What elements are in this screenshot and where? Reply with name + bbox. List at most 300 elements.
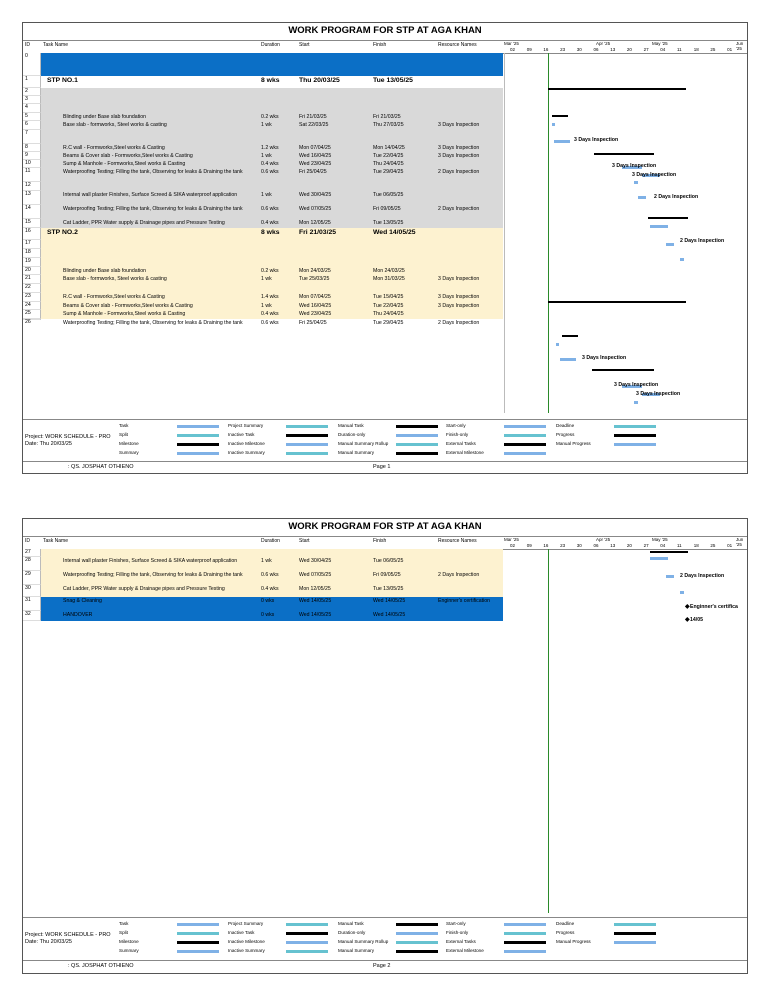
summary-bar (552, 115, 568, 117)
legend (23, 917, 747, 960)
timescale-day: 16 (543, 47, 549, 52)
page-title: WORK PROGRAM FOR STP AT AGA KHAN (288, 521, 482, 532)
legend-item: Milestone (119, 939, 139, 944)
legend-item: Manual Summary Rollup (338, 441, 389, 446)
row-task-name: Beams & Cover slab - Formworks,Steel works & Casting (63, 303, 193, 309)
row-duration: 1 wk (261, 192, 272, 198)
table-row[interactable] (23, 121, 503, 130)
row-task-name: Internal wall plaster Finishes, Surface Screed & SIKA waterproof application (63, 192, 238, 198)
timescale-month: Jun '25 (736, 537, 744, 547)
row-finish: Fri 09/05/25 (373, 206, 401, 212)
legend-swatch (396, 932, 438, 935)
row-task-name: Snag & Cleaning (63, 598, 102, 604)
legend-swatch (396, 452, 438, 455)
legend-item: Progress (556, 432, 575, 437)
row-id: 11 (23, 168, 41, 182)
row-finish: Mon 14/04/25 (373, 145, 405, 151)
row-id: 31 (23, 597, 41, 611)
row-task-name: Waterproofing Testing; Filling the tank, Observing for leaks & Draining the tank (63, 572, 243, 578)
row-background (41, 96, 503, 104)
task-bar (638, 196, 646, 199)
table-row[interactable] (23, 191, 503, 205)
legend-swatch (286, 443, 328, 446)
col-start: Start (299, 42, 310, 48)
row-duration: 1 wk (261, 276, 272, 282)
col-id: ID (25, 42, 30, 48)
legend-item: Inactive Milestone (228, 939, 265, 944)
row-id: 30 (23, 585, 41, 597)
gantt-chart (504, 53, 747, 413)
row-duration: 0 wks (261, 598, 275, 604)
legend-item: Manual Progress (556, 441, 591, 446)
row-duration: 1 wk (261, 303, 272, 309)
row-id: 20 (23, 267, 41, 275)
gantt-label: 2 Days Inspection (680, 238, 725, 244)
row-start: Wed 30/04/25 (299, 192, 332, 198)
legend-swatch (396, 443, 438, 446)
timescale-day: 23 (560, 543, 566, 548)
table-row[interactable] (23, 302, 503, 310)
legend-swatch (286, 452, 328, 455)
row-finish: Fri 21/03/25 (373, 114, 401, 120)
table-row[interactable] (23, 571, 503, 585)
row-start: Sat 22/03/25 (299, 122, 329, 128)
summary-bar (562, 335, 578, 337)
legend-item: External Tasks (446, 939, 476, 944)
row-finish: Tue 22/04/25 (373, 303, 404, 309)
task-bar (560, 358, 576, 361)
row-task-name: Blinding under Base slab foundation (63, 268, 147, 274)
legend-swatch (614, 443, 656, 446)
row-start: Mon 12/05/25 (299, 220, 331, 226)
table-row[interactable] (23, 249, 503, 258)
row-finish: Tue 06/05/25 (373, 558, 404, 564)
legend-swatch (504, 932, 546, 935)
legend-swatch (177, 425, 219, 428)
timescale-day: 18 (693, 47, 699, 52)
row-start: Wed 30/04/25 (299, 558, 332, 564)
gantt-label: 14/05 (690, 617, 703, 623)
task-bar (634, 401, 638, 404)
legend-item: Manual Summary Rollup (338, 939, 389, 944)
timescale-month: May '25 (652, 41, 668, 46)
row-resource: 3 Days Inspection (438, 145, 480, 151)
col-duration: Duration (261, 538, 280, 544)
row-background (41, 130, 503, 144)
legend-item: Summary (119, 450, 139, 455)
table-row[interactable] (23, 267, 503, 275)
table-row[interactable] (23, 557, 503, 571)
gantt-chart (504, 549, 747, 913)
row-duration: 0.6 wks (261, 320, 279, 326)
row-id: 27 (23, 549, 41, 557)
column-header (23, 40, 747, 54)
legend-swatch (286, 941, 328, 944)
legend-item: Milestone (119, 441, 139, 446)
col-id: ID (25, 538, 30, 544)
row-id: 24 (23, 302, 41, 310)
row-task-name: Internal wall plaster Finishes, Surface Screed & SIKA waterproof application (63, 558, 238, 564)
legend-swatch (396, 950, 438, 953)
legend-swatch (504, 950, 546, 953)
timescale-day: 25 (710, 543, 716, 548)
legend-item: Manual Task (338, 423, 364, 428)
timescale-day: 30 (576, 47, 582, 52)
row-duration: 1 wk (261, 558, 272, 564)
legend-date: Date: Thu 20/03/25 (25, 939, 72, 945)
row-duration: 0.2 wks (261, 114, 279, 120)
row-duration: 0.6 wks (261, 206, 279, 212)
row-finish: Tue 29/04/25 (373, 169, 404, 175)
row-finish: Thu 24/04/25 (373, 311, 404, 317)
row-duration: 0.2 wks (261, 268, 279, 274)
row-id: 14 (23, 205, 41, 219)
timescale-day: 01 (727, 543, 733, 548)
gantt-label: 3 Days Inspection (636, 391, 681, 397)
task-bar (554, 140, 570, 143)
milestone-icon: ◆ (685, 604, 690, 610)
table-row[interactable] (23, 96, 503, 104)
row-task-name: Base slab - formworks, Steel works & casting (63, 122, 167, 128)
timescale-day: 02 (510, 47, 516, 52)
task-bar (650, 557, 668, 560)
timescale-month: Apr '25 (596, 537, 611, 542)
timescale-day: 09 (526, 543, 532, 548)
row-start: Wed 16/04/25 (299, 153, 332, 159)
legend-item: Summary (119, 948, 139, 953)
row-background (41, 240, 503, 249)
row-finish: Wed 14/05/25 (373, 229, 416, 236)
row-id: 15 (23, 219, 41, 228)
legend-item: Split (119, 930, 128, 935)
column-header (23, 536, 747, 550)
legend-project: Project: WORK SCHEDULE - PRO (25, 932, 111, 938)
col-duration: Duration (261, 42, 280, 48)
page-2 (22, 518, 748, 974)
legend-item: Task (119, 423, 129, 428)
row-duration: 1.4 wks (261, 294, 279, 300)
legend-item: Finish-only (446, 930, 469, 935)
row-id: 25 (23, 310, 41, 319)
table-row[interactable] (23, 585, 503, 597)
timescale-day: 11 (677, 47, 682, 52)
legend-item: Split (119, 432, 128, 437)
legend-swatch (177, 443, 219, 446)
table-row[interactable] (23, 258, 503, 267)
row-id: 22 (23, 284, 41, 293)
project-start-line (548, 549, 549, 913)
legend-item: Inactive Summary (228, 948, 265, 953)
row-task-name: Sump & Manhole - Formworks,Steel works & Casting (63, 161, 186, 167)
table-row[interactable] (23, 76, 503, 88)
row-id: 16 (23, 228, 41, 240)
table-row[interactable] (23, 275, 503, 284)
row-resource: 3 Days Inspection (438, 294, 480, 300)
row-duration: 8 wks (261, 229, 280, 236)
row-duration: 0.6 wks (261, 169, 279, 175)
timescale-day: 04 (660, 47, 666, 52)
row-id: 8 (23, 144, 41, 152)
row-task-name: Beams & Cover slab - Formworks,Steel works & Casting (63, 153, 193, 159)
summary-bar (592, 369, 654, 371)
row-finish: Tue 29/04/25 (373, 320, 404, 326)
row-finish: Wed 14/05/25 (373, 612, 406, 618)
row-start: Fri 25/04/25 (299, 169, 327, 175)
legend-swatch (286, 923, 328, 926)
legend-swatch (614, 434, 656, 437)
legend-swatch (614, 932, 656, 935)
legend-date: Date: Thu 20/03/25 (25, 441, 72, 447)
legend-swatch (504, 452, 546, 455)
timescale-day: 04 (660, 543, 666, 548)
row-task-name: Sump & Manhole - Formworks,Steel works & Casting (63, 311, 186, 317)
row-id: 2 (23, 88, 41, 96)
table-row[interactable] (23, 104, 503, 113)
legend-swatch (396, 923, 438, 926)
col-task: Task Name (43, 42, 69, 48)
row-task-name: STP NO.2 (47, 229, 78, 236)
legend-item: Manual Task (338, 921, 364, 926)
row-start: Wed 07/05/25 (299, 206, 332, 212)
table-row[interactable] (23, 88, 503, 96)
gantt-label: 2 Days Inspection (680, 573, 725, 579)
timescale-day: 09 (526, 47, 532, 52)
timescale-day: 16 (543, 543, 549, 548)
gantt-label: Enginner's certifica (690, 604, 738, 610)
row-finish: Tue 13/05/25 (373, 220, 404, 226)
legend-item: Deadline (556, 921, 575, 926)
footer-page: Page 2 (373, 963, 391, 969)
row-id: 4 (23, 104, 41, 113)
timescale (504, 537, 747, 549)
row-task-name: Cat Ladder, PPR Water supply & Drainage pipes and Pressure Testing (63, 220, 225, 226)
col-start: Start (299, 538, 310, 544)
table-row[interactable] (23, 549, 503, 557)
legend-swatch (177, 932, 219, 935)
table-row[interactable] (23, 160, 503, 168)
row-finish: Tue 15/04/25 (373, 294, 404, 300)
col-finish: Finish (373, 42, 387, 48)
row-duration: 0.4 wks (261, 220, 279, 226)
task-bar (552, 123, 555, 126)
legend-swatch (177, 452, 219, 455)
legend-swatch (396, 941, 438, 944)
row-id: 13 (23, 191, 41, 205)
table-row[interactable] (23, 168, 503, 182)
legend-item: Project Summary (228, 921, 264, 926)
legend-swatch (177, 923, 219, 926)
legend-swatch (177, 941, 219, 944)
row-finish: Mon 31/03/25 (373, 276, 405, 282)
legend-item: Manual Summary (338, 948, 374, 953)
row-task-name: Waterproofing Testing; Filling the tank, Observing for leaks & Draining the tank (63, 320, 243, 326)
legend-item: Task (119, 921, 129, 926)
table-row[interactable] (23, 130, 503, 144)
table-row[interactable] (23, 182, 503, 191)
row-start: Wed 14/05/25 (299, 612, 332, 618)
row-task-name: Waterproofing Testing; Filling the tank, Observing for leaks & Draining the tank (63, 169, 243, 175)
row-duration: 0.6 wks (261, 572, 279, 578)
legend-swatch (177, 950, 219, 953)
table-row[interactable] (23, 113, 503, 121)
row-start: Thu 20/03/25 (299, 77, 340, 84)
task-bar (634, 181, 638, 184)
row-resource: 2 Days Inspection (438, 169, 480, 175)
summary-bar (648, 217, 688, 219)
row-start: Wed 14/05/25 (299, 598, 332, 604)
row-finish: Tue 06/05/25 (373, 192, 404, 198)
row-finish: Tue 22/04/25 (373, 153, 404, 159)
row-id: 12 (23, 182, 41, 191)
table-row[interactable] (23, 144, 503, 152)
col-finish: Finish (373, 538, 387, 544)
timescale-month: Mar '25 (504, 537, 519, 542)
row-finish: Mon 24/03/25 (373, 268, 405, 274)
timescale-month: Apr '25 (596, 41, 611, 46)
row-finish: Fri 09/05/25 (373, 572, 401, 578)
row-start: Wed 23/04/25 (299, 161, 332, 167)
table-row[interactable] (23, 219, 503, 228)
row-id: 23 (23, 293, 41, 302)
legend-item: External Tasks (446, 441, 476, 446)
legend-item: Inactive Task (228, 432, 255, 437)
row-start: Mon 24/03/25 (299, 268, 331, 274)
table-row[interactable] (23, 611, 503, 621)
gantt-label: 3 Days Inspection (582, 355, 627, 361)
row-start: Fri 21/03/25 (299, 229, 337, 236)
row-duration: 1.2 wks (261, 145, 279, 151)
timescale-day: 13 (610, 47, 616, 52)
legend-swatch (286, 932, 328, 935)
footer (23, 461, 747, 473)
footer-author: : QS. JOSPHAT OTHIENO (68, 963, 134, 969)
timescale-day: 30 (576, 543, 582, 548)
row-id: 5 (23, 113, 41, 121)
row-task-name: STP NO.1 (47, 77, 78, 84)
table-row[interactable] (23, 597, 503, 611)
row-duration: 0.4 wks (261, 586, 279, 592)
legend-swatch (177, 434, 219, 437)
row-start: Fri 25/04/25 (299, 320, 327, 326)
row-id: 28 (23, 557, 41, 571)
footer (23, 960, 747, 972)
task-bar (666, 243, 674, 246)
row-background (41, 258, 503, 267)
row-duration: 8 wks (261, 77, 280, 84)
task-bar (666, 575, 674, 578)
timescale-month: Jun '25 (736, 41, 744, 51)
timescale-day: 02 (510, 543, 516, 548)
legend-item: Duration-only (338, 432, 366, 437)
legend-swatch (614, 941, 656, 944)
task-bar (680, 591, 684, 594)
table-row[interactable] (23, 240, 503, 249)
table-row[interactable] (23, 284, 503, 293)
legend-swatch (504, 434, 546, 437)
timescale-month: May '25 (652, 537, 668, 542)
row-start: Wed 07/05/25 (299, 572, 332, 578)
footer-author: : QS. JOSPHAT OTHIENO (68, 464, 134, 470)
row-duration: 0.4 wks (261, 161, 279, 167)
legend-item: External Milestone (446, 948, 484, 953)
row-start: Fri 21/03/25 (299, 114, 327, 120)
row-id: 0 (23, 53, 41, 76)
row-id: 19 (23, 258, 41, 267)
legend-item: Deadline (556, 423, 575, 428)
gantt-label: 3 Days Inspection (612, 163, 657, 169)
timescale-separator (504, 53, 505, 413)
table-row[interactable] (23, 310, 503, 319)
legend-swatch (504, 425, 546, 428)
row-task-name: R.C wall - Formworks,Steel works & Casting (63, 294, 165, 300)
table-row[interactable] (23, 152, 503, 160)
row-task-name: HANDOVER (63, 612, 93, 618)
col-resource: Resource Names (438, 538, 477, 544)
row-duration: 0 wks (261, 612, 275, 618)
page-title: WORK PROGRAM FOR STP AT AGA KHAN (288, 25, 482, 36)
row-task-name: Base slab - formworks, Steel works & casting (63, 276, 167, 282)
row-resource: Enginner's certification (438, 598, 491, 604)
legend-item: Inactive Task (228, 930, 255, 935)
task-bar (680, 258, 684, 261)
timescale-day: 11 (677, 543, 682, 548)
legend-swatch (614, 425, 656, 428)
row-id: 21 (23, 275, 41, 284)
task-bar (556, 343, 559, 346)
row-id: 29 (23, 571, 41, 585)
row-finish: Thu 27/03/25 (373, 122, 404, 128)
table-row[interactable] (23, 293, 503, 302)
legend-swatch (286, 425, 328, 428)
task-bar (650, 225, 668, 228)
legend-item: Inactive Milestone (228, 441, 265, 446)
row-background (41, 549, 503, 557)
legend-swatch (504, 941, 546, 944)
row-id: 26 (23, 319, 41, 320)
legend-swatch (614, 923, 656, 926)
summary-bar (548, 301, 686, 303)
legend-item: Manual Progress (556, 939, 591, 944)
legend-item: Manual Summary (338, 450, 374, 455)
gantt-label: 3 Days Inspection (574, 137, 619, 143)
legend-item: Inactive Summary (228, 450, 265, 455)
gantt-label: 3 Days Inspection (614, 382, 659, 388)
timescale-day: 20 (626, 47, 632, 52)
table-row[interactable] (23, 53, 503, 76)
timescale-day: 06 (593, 543, 599, 548)
legend-swatch (286, 434, 328, 437)
legend-item: Finish-only (446, 432, 469, 437)
row-id: 9 (23, 152, 41, 160)
timescale-day: 13 (610, 543, 616, 548)
row-finish: Tue 13/05/25 (373, 586, 404, 592)
row-finish: Tue 13/05/25 (373, 77, 413, 84)
gantt-label: 2 Days Inspection (654, 194, 699, 200)
row-id: 6 (23, 121, 41, 130)
row-task-name: Blinding under Base slab foundation (63, 114, 147, 120)
milestone-icon: ◆ (685, 617, 690, 623)
project-start-line (548, 53, 549, 413)
legend (23, 419, 747, 462)
table-row[interactable] (23, 205, 503, 219)
legend-item: Progress (556, 930, 575, 935)
row-background (41, 53, 503, 76)
row-id: 3 (23, 96, 41, 104)
timescale-day: 06 (593, 47, 599, 52)
timescale (504, 41, 747, 53)
table-row[interactable] (23, 228, 503, 240)
row-id: 7 (23, 130, 41, 144)
